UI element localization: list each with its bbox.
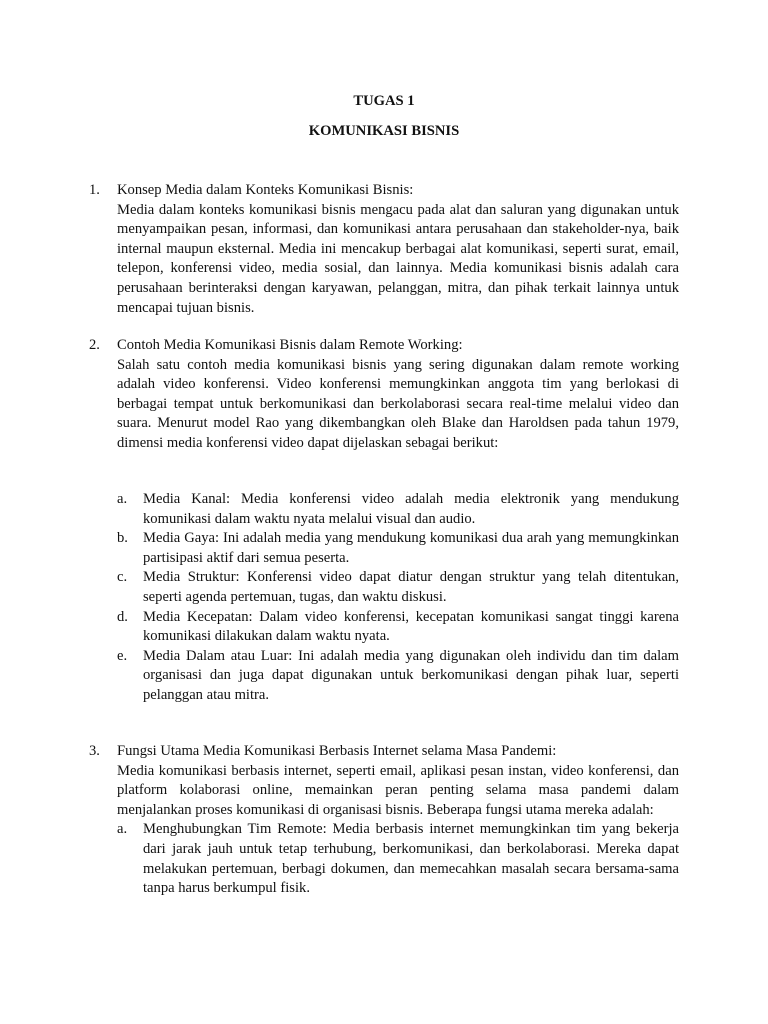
list-item-letter: c. <box>117 569 128 586</box>
list-item <box>117 608 679 647</box>
section-1 <box>89 181 679 318</box>
section-number: 3. <box>89 743 100 759</box>
list-item <box>117 568 679 607</box>
list-item-letter: a. <box>117 491 128 507</box>
section-number: 1. <box>89 182 100 198</box>
list-item-text: Media Dalam atau Luar: Ini adalah media yang digunakan oleh individu dan tim dalam organisasi dan juga dapat digunakan untuk berkomunikasi dengan pihak luar, seperti pelanggan atau mitra. <box>143 647 679 703</box>
section-heading: Contoh Media Komunikasi Bisnis dalam Remote Working: <box>117 337 463 353</box>
document-subtitle: KOMUNIKASI BISNIS <box>308 123 460 139</box>
list-item-text: Media Kanal: Media konferensi video adalah media elektronik yang mendukung komunikasi dalam waktu nyata melalui visual dan audio. <box>143 491 679 527</box>
list-item <box>117 647 679 706</box>
list-item <box>117 820 679 898</box>
section-paragraph: Media komunikasi berbasis internet, seperti email, aplikasi pesan instan, video konferensi, dan platform kolaborasi online, memainkan peran penting selama masa pandemi dalam menjalankan proses komunikasi di organisasi bisnis. Beberapa fungsi utama mereka adalah: <box>117 762 679 818</box>
list-item <box>117 529 679 568</box>
list-item <box>117 490 679 529</box>
list-item-text: Menghubungkan Tim Remote: Media berbasis internet memungkinkan tim yang bekerja dari jarak jauh untuk tetap terhubung, berkomunikasi, dan berkolaborasi. Mereka dapat melakukan pertemuan, berbagi dokumen, dan memecahkan masalah secara bersama-sama tanpa harus berkumpul fisik. <box>143 821 679 897</box>
document-title: TUGAS 1 <box>353 93 415 109</box>
section-body <box>117 742 679 899</box>
section-paragraph: Media dalam konteks komunikasi bisnis mengacu pada alat dan saluran yang digunakan untuk menyampaikan pesan, informasi, dan komunikasi antara perusahaan dan stakeholder-nya, baik internal maupun eksternal. Media ini mencakup berbagai alat komunikasi, seperti surat, email, telepon, konferensi video, media sosial, dan lainnya. Media komunikasi bisnis adalah cara perusahaan berinteraksi dengan karyawan, pelanggan, mitra, dan pihak terkait lainnya untuk mencapai tujuan bisnis. <box>117 201 679 316</box>
section-heading: Konsep Media dalam Konteks Komunikasi Bisnis: <box>117 182 414 198</box>
section-3-list <box>117 820 679 898</box>
list-item-text: Media Struktur: Konferensi video dapat diatur dengan struktur yang telah ditentukan, seperti agenda pertemuan, tugas, dan waktu diskusi. <box>143 569 679 605</box>
section-2 <box>89 336 679 454</box>
list-item-letter: d. <box>117 608 128 625</box>
list-item-text: Media Kecepatan: Dalam video konferensi, kecepatan komunikasi sangat tinggi karena komunikasi dilakukan dalam waktu nyata. <box>143 608 679 645</box>
list-item-letter: e. <box>117 647 128 664</box>
section-2-list <box>117 490 679 706</box>
section-number: 2. <box>89 337 100 353</box>
section-paragraph: Salah satu contoh media komunikasi bisnis yang sering digunakan dalam remote working adalah video konferensi. Video konferensi memungkinkan anggota tim yang berlokasi di berbagai tempat untuk berkomunikasi dan berkolaborasi secara real-time melalui video dan suara. Menurut model Rao yang dikembangkan oleh Blake dan Haroldsen pada tahun 1979, dimensi media konferensi video dapat dijelaskan sebagai berikut: <box>117 356 679 451</box>
list-item-letter: a. <box>117 821 128 838</box>
section-body <box>117 336 679 454</box>
list-item-letter: b. <box>117 530 128 547</box>
section-3 <box>89 742 679 899</box>
section-heading: Fungsi Utama Media Komunikasi Berbasis Internet selama Masa Pandemi: <box>117 743 557 759</box>
section-body <box>117 181 679 318</box>
list-item-text: Media Gaya: Ini adalah media yang mendukung komunikasi dua arah yang memungkinkan partisipasi aktif dari semua peserta. <box>143 530 679 566</box>
